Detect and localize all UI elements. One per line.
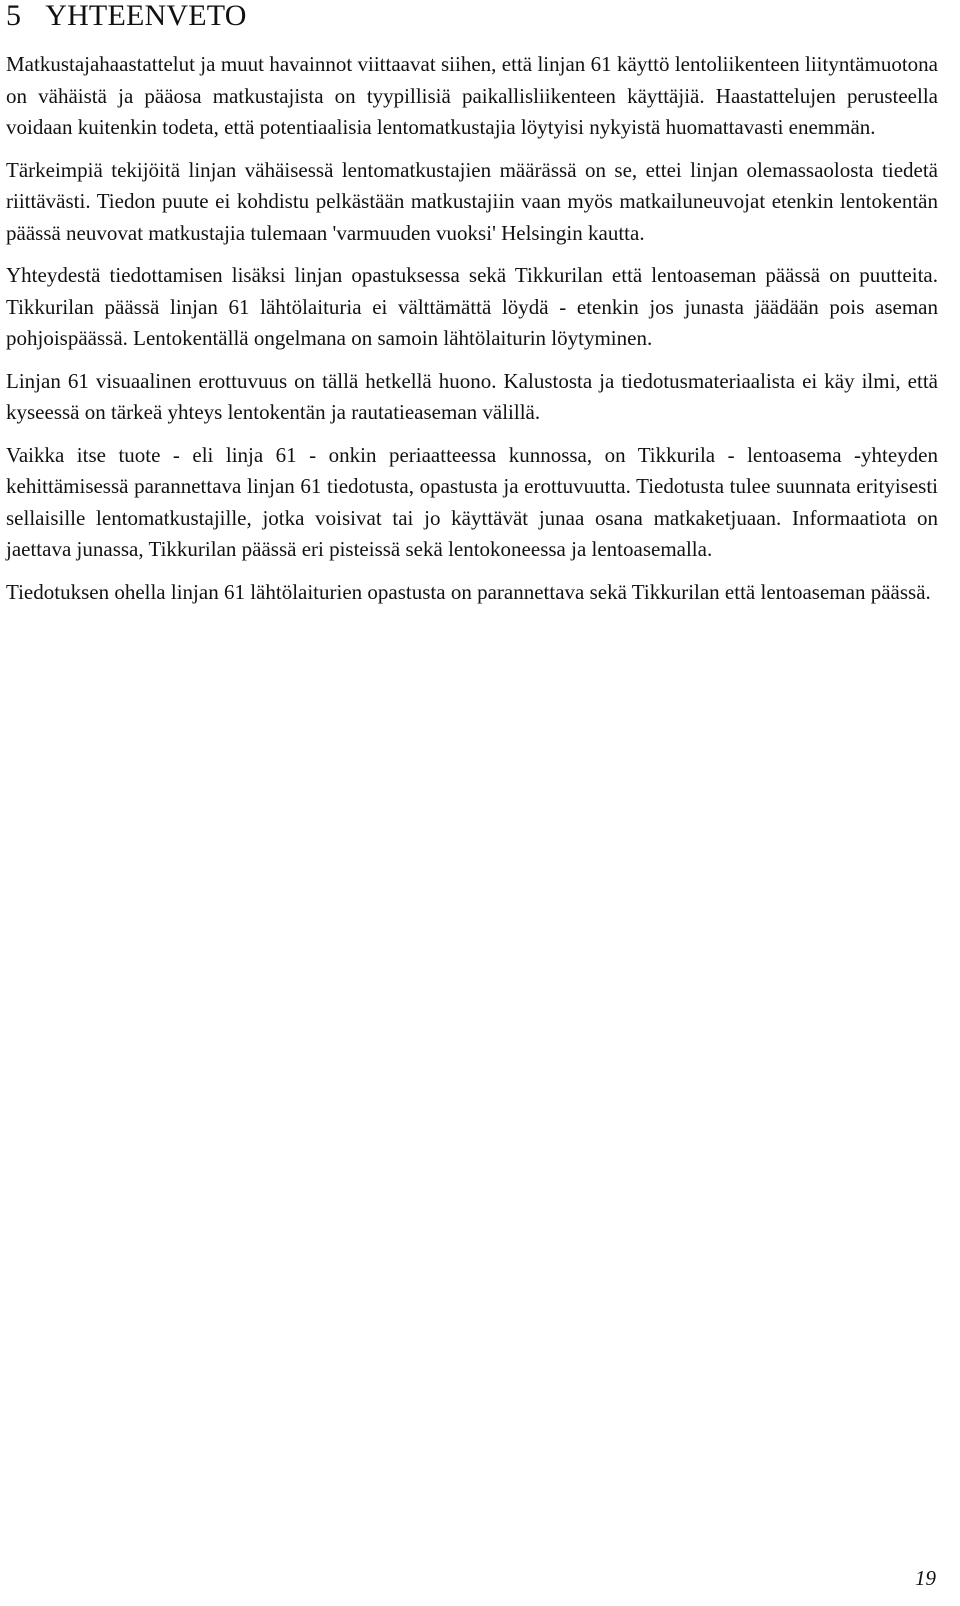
section-number: 5 xyxy=(6,0,22,32)
paragraph-2: Tärkeimpiä tekijöitä linjan vähäisessä lentomatkustajien määrässä on se, ettei linjan olemassaolosta tiedetä riittävästi. Tiedon puute ei kohdistu pelkästään matkustajiin vaan myös matkailuneuvojat etenkin lentokentän päässä neuvovat matkustajia tulemaan 'varmuuden vuoksi' Helsingin kautta. xyxy=(6,157,938,245)
document-page xyxy=(6,0,938,608)
page-number: 19 xyxy=(915,1566,936,1590)
paragraph-5: Vaikka itse tuote - eli linja 61 - onkin periaatteessa kunnossa, on Tikkurila - lentoasema -yhteyden kehittämisessä parannettava linjan 61 tiedotusta, opastusta ja erottuvuutta. Tiedotusta tulee suunnata erityisesti sellaisille lentomatkustajille, jotka voisivat tai jo käyttävät junaa osana matkaketjuaan. Informaatiota on jaettava junassa, Tikkurilan päässä eri pisteissä sekä lentokoneessa ja lentoasemalla. xyxy=(6,442,938,561)
section-title: YHTEENVETO xyxy=(45,0,247,32)
paragraph-3: Yhteydestä tiedottamisen lisäksi linjan opastuksessa sekä Tikkurilan että lentoaseman päässä on puutteita. Tikkurilan päässä linjan 61 lähtölaituria ei välttämättä löydä - etenkin jos junasta jäädään pois aseman pohjoispäässä. Lentokentällä ongelmana on samoin lähtölaiturin löytyminen. xyxy=(6,263,938,350)
section-heading xyxy=(6,0,938,32)
paragraph-4: Linjan 61 visuaalinen erottuvuus on tällä hetkellä huono. Kalustosta ja tiedotusmateriaalista ei käy ilmi, että kyseessä on tärkeä yhteys lentokentän ja rautatieaseman välillä. xyxy=(6,368,938,424)
paragraph-1: Matkustajahaastattelut ja muut havainnot viittaavat siihen, että linjan 61 käyttö lentoliikenteen liityntämuotona on vähäistä ja pääosa matkustajista on tyypillisiä paikallisliikenteen käyttäjiä. Haastattelujen perusteella voidaan kuitenkin todeta, että potentiaalisia lentomatkustajia löytyisi nykyistä huomattavasti enemmän. xyxy=(6,52,938,139)
paragraph-6: Tiedotuksen ohella linjan 61 lähtölaiturien opastusta on parannettava sekä Tikkurilan että lentoaseman päässä. xyxy=(6,579,931,604)
